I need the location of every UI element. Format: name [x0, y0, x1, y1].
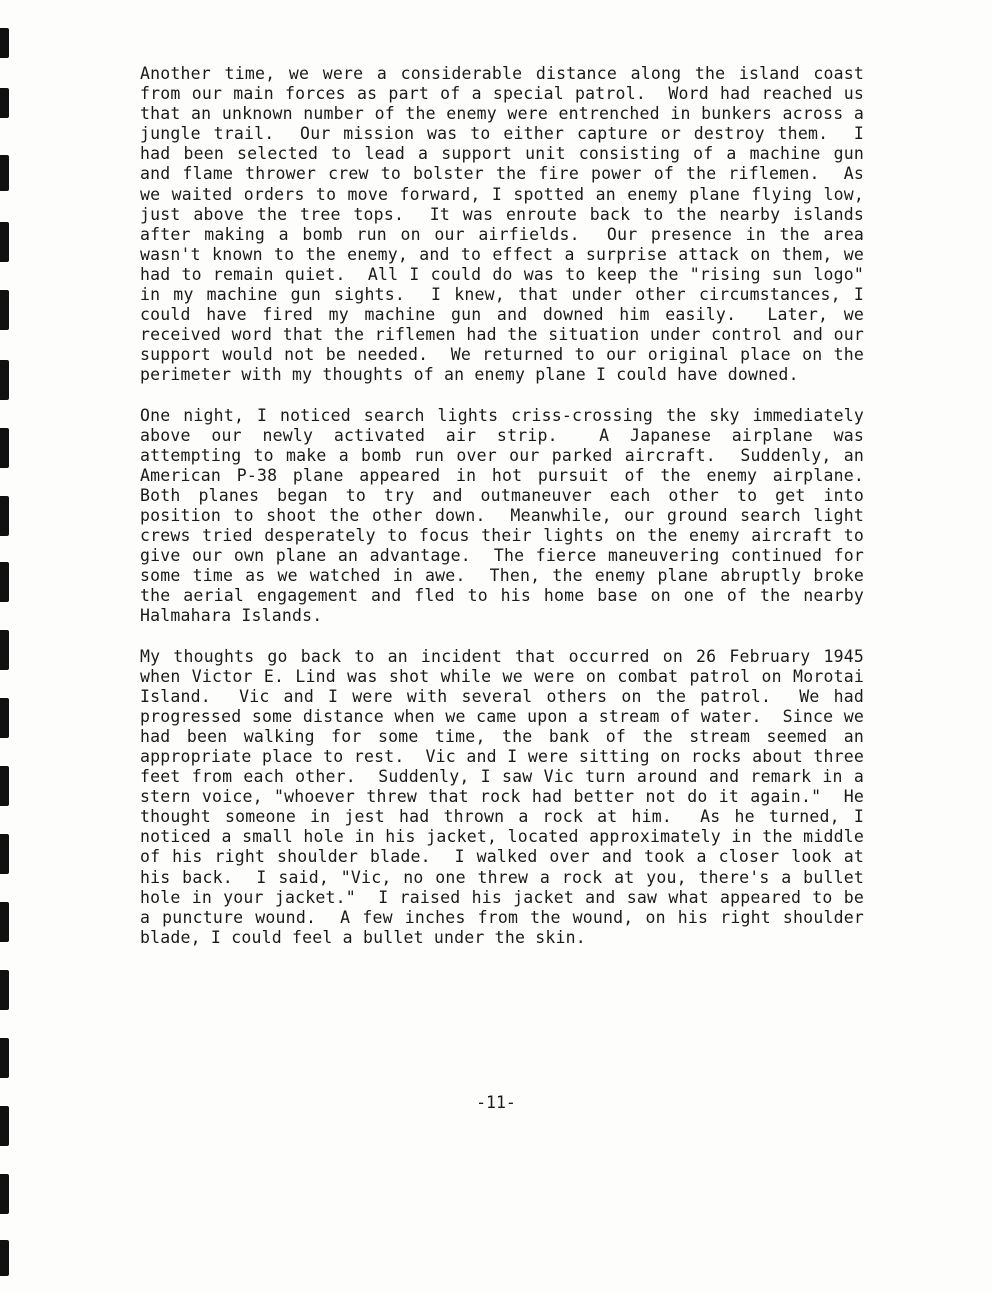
edge-mark: [0, 970, 9, 1010]
edge-mark: [0, 496, 9, 536]
edge-mark: [0, 766, 9, 806]
edge-mark: [0, 1106, 9, 1146]
edge-mark: [0, 360, 9, 400]
edge-mark: [0, 630, 9, 670]
edge-mark: [0, 222, 9, 262]
edge-mark: [0, 155, 9, 191]
paragraph-search-lights: One night, I noticed search lights criss-crossing the sky immediately above our newly activated air strip. A Japanese airplane was attempting to make a bomb run over our parked aircraft. Suddenly, an American P-38 plane appeared in hot pursuit of the enemy airplane. Both planes began to try and outmaneuver each other to get into position to shoot the other down. Meanwhile, our ground search light crews tried desperately to focus their lights on the enemy aircraft to give our own plane an advantage. The fierce maneuvering continued for some time as we watched in awe. Then, the enemy plane abruptly broke the aerial engagement and fled to his home base on one of the nearby Halmahara Islands.: [140, 405, 885, 626]
edge-mark: [0, 1240, 9, 1276]
edge-mark: [0, 562, 9, 602]
edge-mark: [0, 834, 9, 874]
edge-mark: [0, 902, 9, 942]
edge-mark: [0, 1174, 9, 1214]
edge-mark: [0, 698, 9, 738]
edge-mark: [0, 1038, 9, 1078]
edge-mark: [0, 88, 9, 118]
paragraph-vic-incident: My thoughts go back to an incident that occurred on 26 February 1945 when Victor E. Lind was shot while we were on combat patrol on Morotai Island. Vic and I were with several others on the patrol. We had progressed some distance when we came upon a stream of water. Since we had been walking for some time, the bank of the stream seemed an appropriate place to rest. Vic and I were sitting on rocks about three feet from each other. Suddenly, I saw Vic turn around and remark in a stern voice, "whoever threw that rock had better not do it again." He thought someone in jest had thrown a rock at him. As he turned, I noticed a small hole in his jacket, located approximately in the middle of his right shoulder blade. I walked over and took a closer look at his back. I said, "Vic, no one threw a rock at you, there's a bullet hole in your jacket." I raised his jacket and saw what appeared to be a puncture wound. A few inches from the wound, on his right shoulder blade, I could feel a bullet under the skin.: [140, 646, 875, 947]
paragraph-patrol: Another time, we were a considerable distance along the island coast from our main forces as part of a special patrol. Word had reached us that an unknown number of the enemy were entrenched in bunkers across a jungle trail. Our mission was to either capture or destroy them. I had been selected to lead a support unit consisting of a machine gun and flame thrower crew to bolster the fire power of the riflemen. As we waited orders to move forward, I spotted an enemy plane flying low, just above the tree tops. It was enroute back to the nearby islands after making a bomb run on our airfields. Our presence in the area wasn't known to the enemy, and to effect a surprise attack on them, we had to remain quiet. All I could do was to keep the "rising sun logo" in my machine gun sights. I knew, that under other circumstances, I could have fired my machine gun and downed him easily. Later, we received word that the riflemen had the situation under control and our support would not be needed. We returned to our original place on the perimeter with my thoughts of an enemy plane I could have downed.: [140, 64, 875, 385]
body-text: [140, 64, 885, 968]
edge-mark: [0, 28, 9, 58]
edge-mark: [0, 428, 9, 468]
edge-mark: [0, 290, 9, 330]
page-number: -11-: [476, 1093, 516, 1112]
